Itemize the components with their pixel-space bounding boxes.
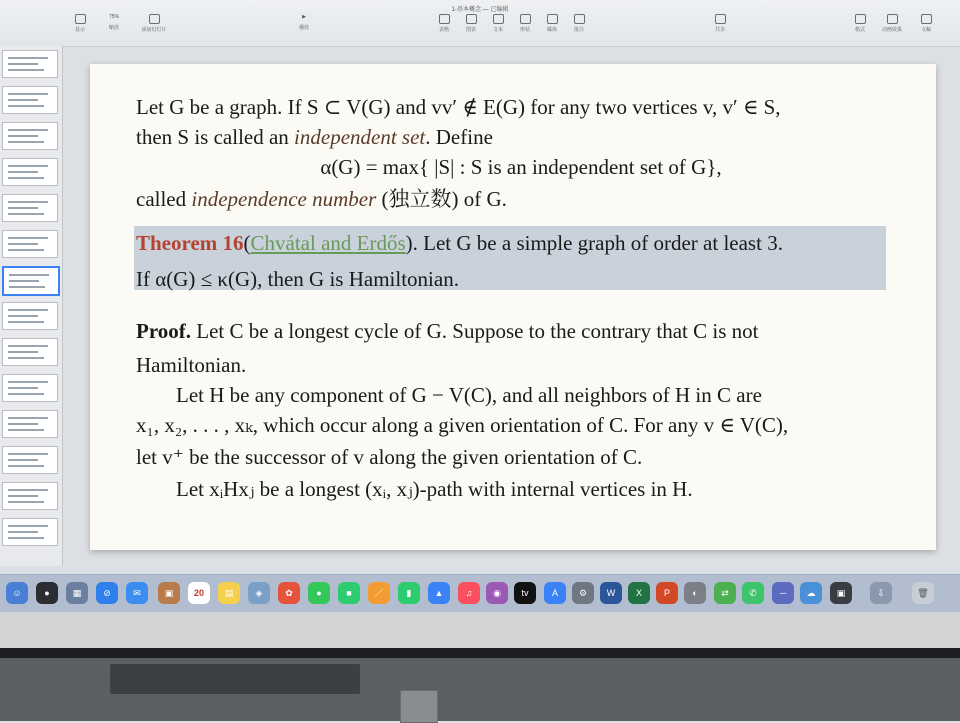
system-settings-icon[interactable]: ⚙ bbox=[572, 582, 594, 604]
format-button[interactable]: 格式 bbox=[844, 14, 876, 33]
powerpoint-icon[interactable]: P bbox=[656, 582, 678, 604]
shape-button[interactable]: 形状 bbox=[509, 14, 541, 33]
add-slide-icon bbox=[149, 14, 160, 24]
proof-line-6: Let xᵢHxⱼ be a longest (xᵢ, xⱼ)-path with internal vertices in H. bbox=[176, 477, 693, 501]
comment-icon bbox=[574, 14, 585, 24]
text-button[interactable]: 文本 bbox=[482, 14, 514, 33]
definition-line-4: called independence number (独立数) of G. bbox=[136, 187, 507, 211]
slide-thumbnail[interactable] bbox=[2, 410, 58, 438]
share-button[interactable]: 共享 bbox=[704, 14, 736, 33]
slide-thumbnail[interactable] bbox=[2, 374, 58, 402]
document-icon bbox=[921, 14, 932, 24]
swap-icon[interactable]: ⇄ bbox=[714, 582, 736, 604]
term-independent-set: independent set bbox=[294, 125, 426, 149]
chart-button[interactable]: 图表 bbox=[455, 14, 487, 33]
podcasts-icon[interactable]: ◉ bbox=[486, 582, 508, 604]
slide-thumbnail[interactable] bbox=[2, 50, 58, 78]
format-icon bbox=[855, 14, 866, 24]
keynote-icon[interactable]: ▲ bbox=[428, 582, 450, 604]
slide-navigator[interactable] bbox=[0, 46, 63, 566]
contacts-icon[interactable]: ▣ bbox=[158, 582, 180, 604]
window-title: 1-基本概念 — 已编辑 bbox=[451, 7, 509, 13]
messages-icon[interactable]: ● bbox=[308, 582, 330, 604]
music-icon[interactable]: ♫ bbox=[458, 582, 480, 604]
slide-thumbnail[interactable] bbox=[2, 518, 58, 546]
animate-button[interactable]: 动画效果 bbox=[876, 14, 908, 33]
slide-thumbnail[interactable] bbox=[2, 446, 58, 474]
definition-line-1: Let G be a graph. If S ⊂ V(G) and vv′ ∉ E(G) for any two vertices v, v′ ∈ S, bbox=[136, 95, 781, 119]
screen-bezel bbox=[0, 612, 960, 652]
slide-thumbnail[interactable] bbox=[2, 482, 58, 510]
comment-button[interactable]: 批注 bbox=[563, 14, 595, 33]
slide-thumbnail[interactable] bbox=[2, 86, 58, 114]
proof-line-2: Hamiltonian. bbox=[136, 353, 247, 377]
notes-icon[interactable]: ▤ bbox=[218, 582, 240, 604]
app-store-icon[interactable]: A bbox=[544, 582, 566, 604]
shape-icon bbox=[520, 14, 531, 24]
apps-grid-icon[interactable]: ▦ bbox=[66, 582, 88, 604]
photos-icon[interactable]: ✿ bbox=[278, 582, 300, 604]
slide-thumbnail[interactable] bbox=[2, 158, 58, 186]
trash-icon[interactable]: 🗑 bbox=[912, 582, 934, 604]
text-icon bbox=[493, 14, 504, 24]
proof-line-4: x₁, x₂, . . . , xₖ, which occur along a given orientation of C. For any v ∈ V(C), bbox=[136, 413, 789, 437]
slide-canvas[interactable] bbox=[90, 64, 936, 550]
launchpad-icon[interactable]: ● bbox=[36, 582, 58, 604]
definition-formula: α(G) = max{ |S| : S is an independent set of G}, bbox=[320, 155, 722, 179]
document-button[interactable]: 文稿 bbox=[910, 14, 942, 33]
media-button[interactable]: 媒体 bbox=[536, 14, 568, 33]
cloud-icon[interactable]: ☁ bbox=[800, 582, 822, 604]
maps-icon[interactable]: ◈ bbox=[248, 582, 270, 604]
tex-icon[interactable]: ◐ bbox=[684, 582, 706, 604]
proof-line-5: let v⁺ be the successor of v along the given orientation of C. bbox=[136, 445, 643, 469]
slide-thumbnail[interactable] bbox=[2, 122, 58, 150]
media-icon bbox=[547, 14, 558, 24]
animate-icon bbox=[887, 14, 898, 24]
dock bbox=[0, 574, 960, 613]
play-button[interactable]: ▶ 播放 bbox=[288, 14, 320, 31]
view-icon bbox=[75, 14, 86, 24]
excel-icon[interactable]: X bbox=[628, 582, 650, 604]
term-independence-number: independence number bbox=[191, 187, 377, 211]
chart-icon bbox=[466, 14, 477, 24]
classroom-console bbox=[110, 664, 360, 694]
theorem-line-1: Theorem 16(Chvátal and Erdős). Let G be a simple graph of order at least 3. bbox=[136, 231, 783, 255]
wechat-icon[interactable]: ✆ bbox=[742, 582, 764, 604]
zoom-button[interactable]: 75% 缩放 bbox=[98, 14, 130, 31]
slide-thumbnail[interactable] bbox=[2, 338, 58, 366]
slide-thumbnail[interactable] bbox=[2, 230, 58, 258]
safari-icon[interactable]: ⊘ bbox=[96, 582, 118, 604]
mail-icon[interactable]: ✉ bbox=[126, 582, 148, 604]
slide-thumbnail-selected[interactable] bbox=[2, 266, 60, 296]
slide-thumbnail[interactable] bbox=[2, 302, 58, 330]
facetime-icon[interactable]: ■ bbox=[338, 582, 360, 604]
pages-icon[interactable]: ／ bbox=[368, 582, 390, 604]
definition-line-2: then S is called an independent set. Define bbox=[136, 125, 493, 149]
numbers-icon[interactable]: ▮ bbox=[398, 582, 420, 604]
app-toolbar bbox=[0, 0, 960, 47]
apple-tv-icon[interactable]: tv bbox=[514, 582, 536, 604]
play-icon: ▶ bbox=[302, 14, 306, 20]
add-slide-button[interactable]: 添加幻灯片 bbox=[138, 14, 170, 33]
finder-icon[interactable]: ☺ bbox=[6, 582, 28, 604]
calendar-icon[interactable]: 20 bbox=[188, 582, 210, 604]
proof-line-1: Proof. Let C be a longest cycle of G. Suppose to the contrary that C is not bbox=[136, 319, 759, 343]
zoom-value: 75% bbox=[108, 14, 119, 20]
word-icon[interactable]: W bbox=[600, 582, 622, 604]
table-button[interactable]: 表格 bbox=[428, 14, 460, 33]
theorem-attribution-link[interactable]: Chvátal and Erdős bbox=[250, 231, 406, 255]
share-icon bbox=[715, 14, 726, 24]
proof-line-3: Let H be any component of G − V(C), and all neighbors of H in C are bbox=[176, 383, 762, 407]
screenshot-icon[interactable]: ▣ bbox=[830, 582, 852, 604]
screen-frame-edge bbox=[0, 648, 960, 658]
app-icon[interactable]: ─ bbox=[772, 582, 794, 604]
downloads-icon[interactable]: ⇩ bbox=[870, 582, 892, 604]
table-icon bbox=[439, 14, 450, 24]
theorem-line-2: If α(G) ≤ κ(G), then G is Hamiltonian. bbox=[136, 267, 459, 291]
theorem-label: Theorem 16 bbox=[136, 231, 244, 255]
view-button[interactable]: 显示 bbox=[64, 14, 96, 33]
proof-label: Proof. bbox=[136, 319, 192, 343]
slide-thumbnail[interactable] bbox=[2, 194, 58, 222]
wall-panel bbox=[400, 690, 438, 723]
